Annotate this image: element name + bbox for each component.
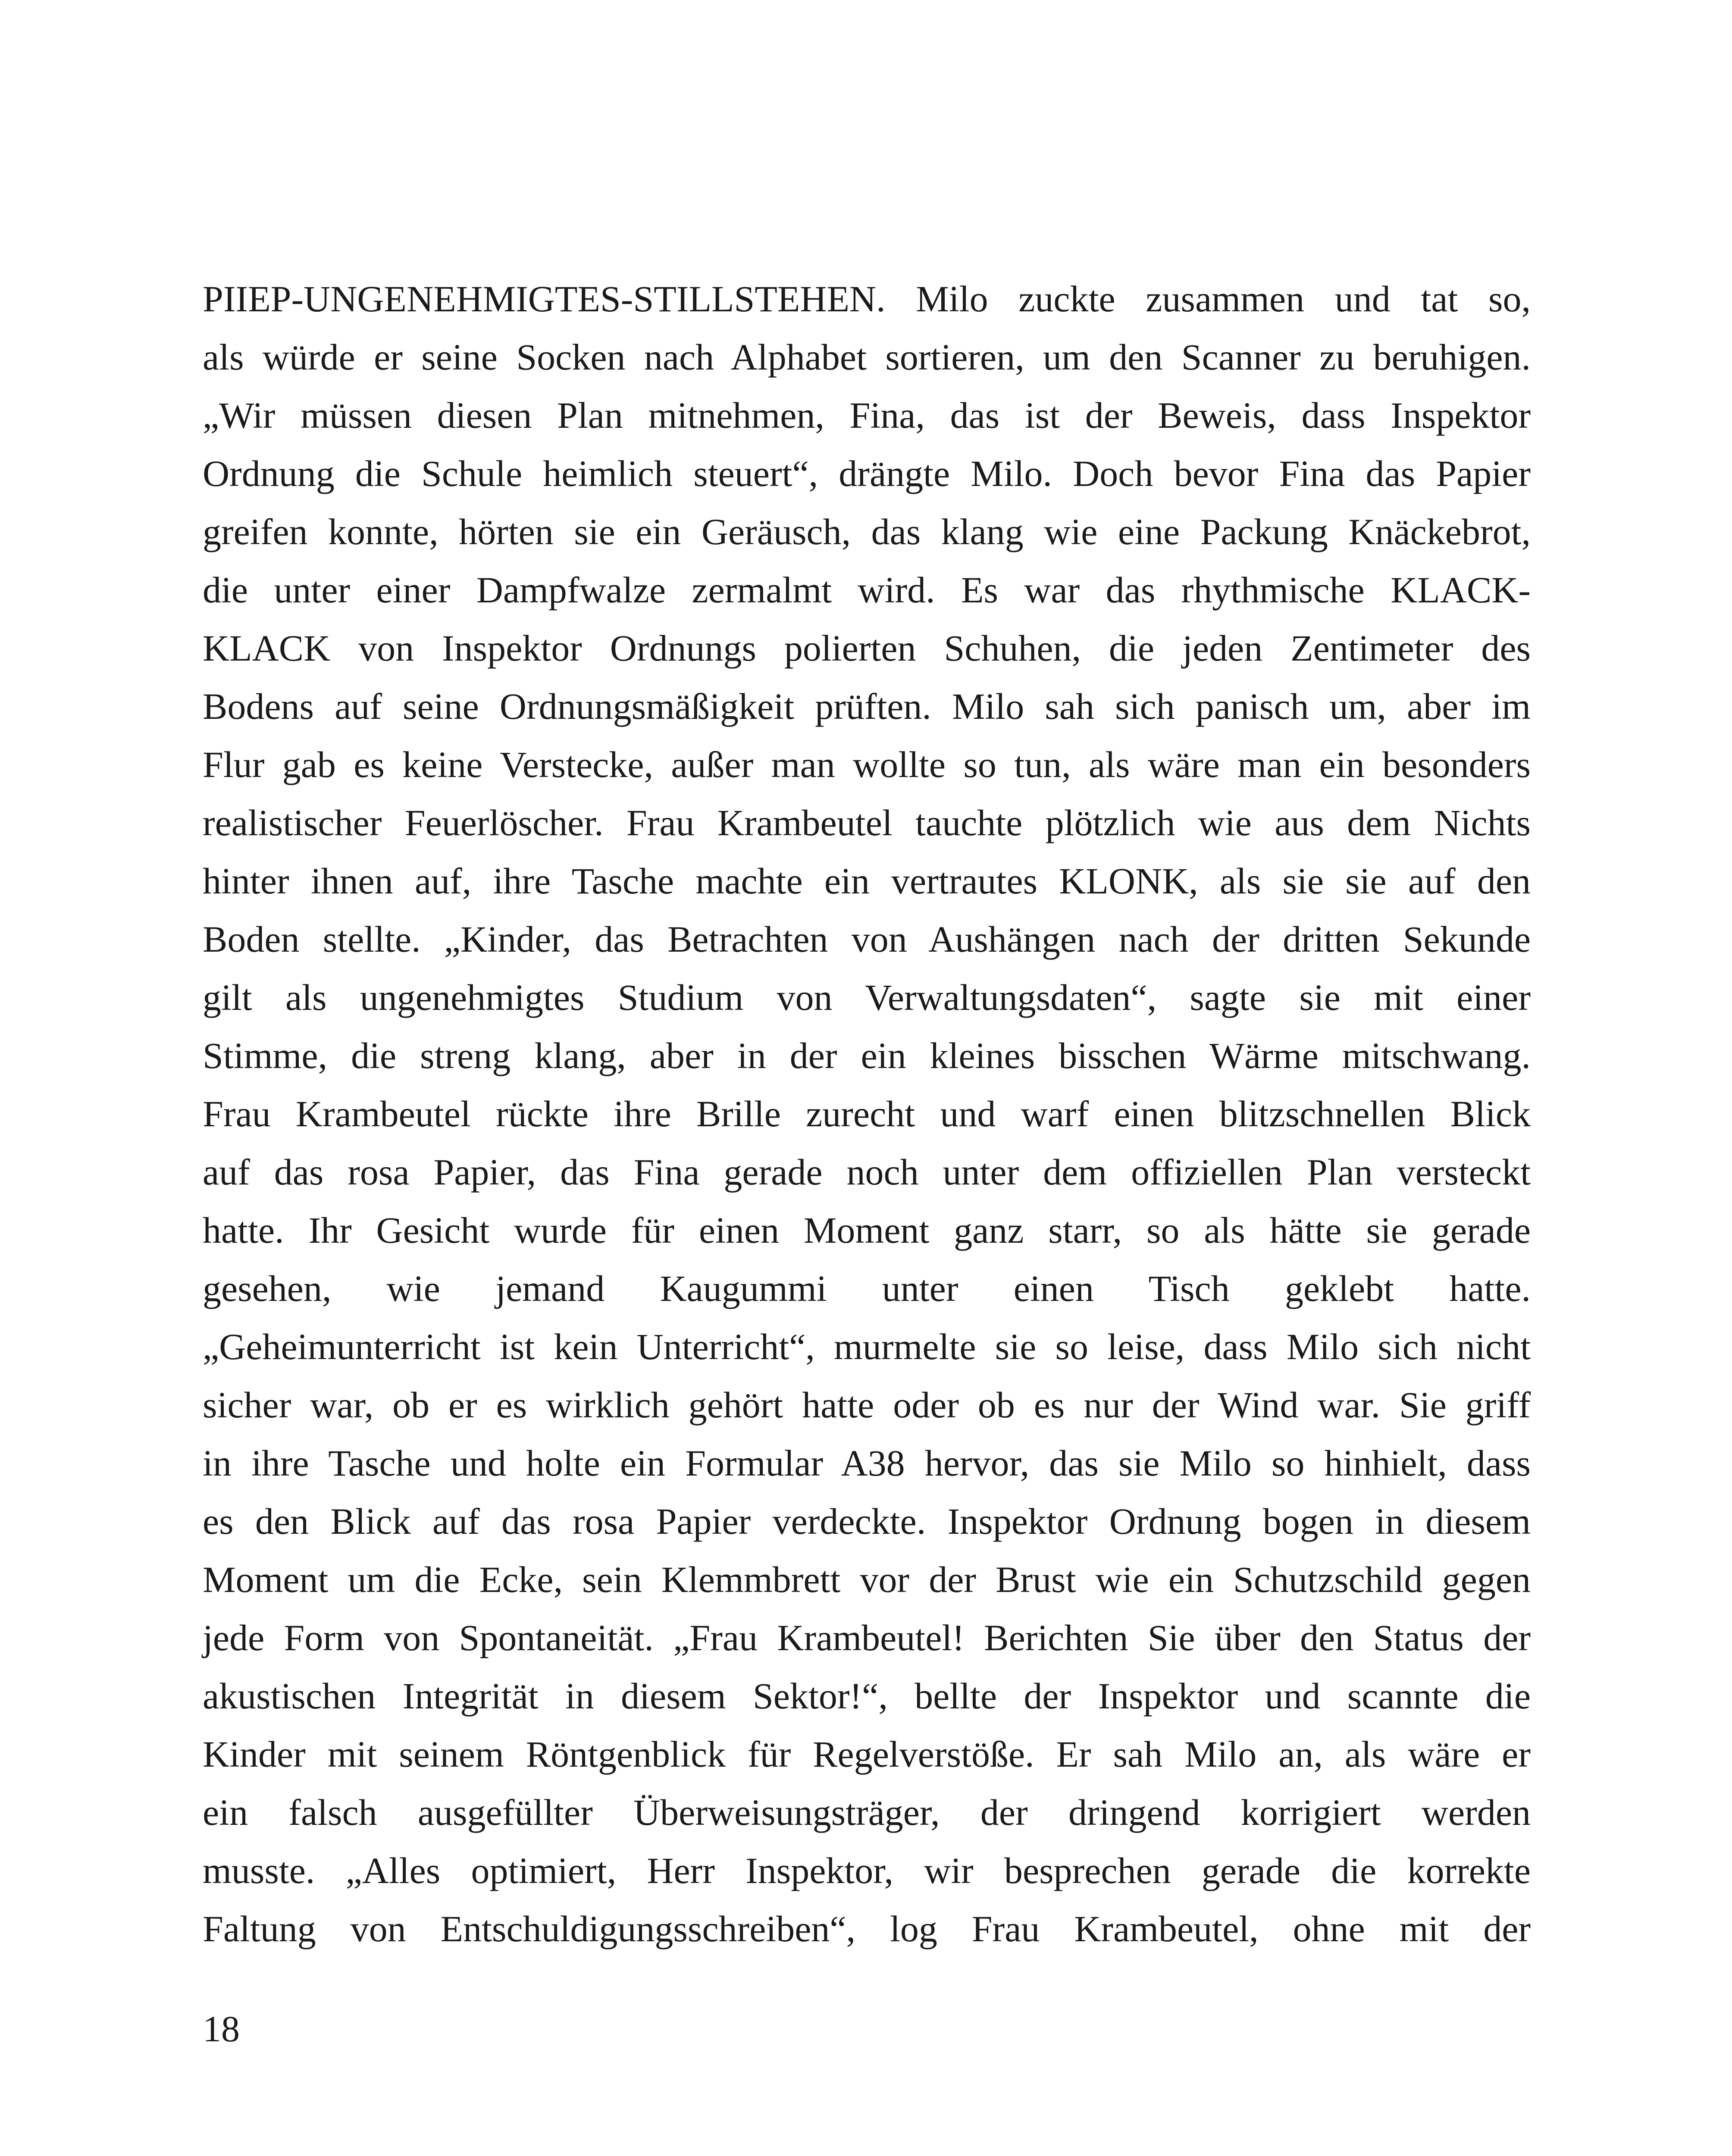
text-line: Ordnung die Schule heimlich steuert“, drängte Milo. Doch bevor Fina das Papier xyxy=(203,453,1531,494)
text-line: als würde er seine Socken nach Alphabet sortieren, um den Scanner zu beruhigen. xyxy=(203,336,1531,378)
text-line: hatte. Ihr Gesicht wurde für einen Moment ganz starr, so als hätte sie gerade xyxy=(203,1210,1531,1251)
text-line: „Wir müssen diesen Plan mitnehmen, Fina, das ist der Beweis, dass Inspektor xyxy=(203,395,1531,436)
text-line: ein falsch ausgefüllter Überweisungsträger, der dringend korrigiert werden xyxy=(203,1792,1531,1833)
text-line: PIIEP-UNGENEHMIGTES-STILLSTEHEN. Milo zuckte zusammen und tat so, xyxy=(203,278,1531,320)
text-line: akustischen Integrität in diesem Sektor!“, bellte der Inspektor und scannte die xyxy=(203,1675,1531,1717)
text-line: auf das rosa Papier, das Fina gerade noch unter dem offiziellen Plan versteckt xyxy=(203,1151,1531,1193)
text-line: Faltung von Entschuldigungsschreiben“, log Frau Krambeutel, ohne mit der xyxy=(203,1908,1531,1949)
text-line: Kinder mit seinem Röntgenblick für Regelverstöße. Er sah Milo an, als wäre er xyxy=(203,1733,1531,1775)
text-line: Bodens auf seine Ordnungsmäßigkeit prüften. Milo sah sich panisch um, aber im xyxy=(203,686,1531,727)
text-line: jede Form von Spontaneität. „Frau Krambeutel! Berichten Sie über den Status der xyxy=(203,1617,1531,1658)
text-line: Stimme, die streng klang, aber in der ein kleines bisschen Wärme mitschwang. xyxy=(203,1035,1531,1076)
page-number: 18 xyxy=(203,2008,240,2049)
text-line: in ihre Tasche und holte ein Formular A38 hervor, das sie Milo so hinhielt, dass xyxy=(203,1442,1531,1484)
text-line: Flur gab es keine Verstecke, außer man wollte so tun, als wäre man ein besonders xyxy=(203,744,1531,785)
text-line: hinter ihnen auf, ihre Tasche machte ein vertrautes KLONK, als sie sie auf den xyxy=(203,860,1531,902)
text-line: „Geheimunterricht ist kein Unterricht“, murmelte sie so leise, dass Milo sich nicht xyxy=(203,1326,1531,1367)
text-line: KLACK von Inspektor Ordnungs polierten Schuhen, die jeden Zentimeter des xyxy=(203,627,1531,669)
text-line: Moment um die Ecke, sein Klemmbrett vor der Brust wie ein Schutzschild gegen xyxy=(203,1559,1531,1600)
text-line: die unter einer Dampfwalze zermalmt wird. Es war das rhythmische KLACK- xyxy=(203,569,1531,611)
text-line: gesehen, wie jemand Kaugummi unter einen Tisch geklebt hatte. xyxy=(203,1268,1531,1309)
text-line: musste. „Alles optimiert, Herr Inspektor, wir besprechen gerade die korrekte xyxy=(203,1850,1531,1891)
text-line: Frau Krambeutel rückte ihre Brille zurecht und warf einen blitzschnellen Blick xyxy=(203,1093,1531,1134)
text-line: es den Blick auf das rosa Papier verdeckte. Inspektor Ordnung bogen in diesem xyxy=(203,1501,1531,1542)
text-line: greifen konnte, hörten sie ein Geräusch, das klang wie eine Packung Knäckebrot, xyxy=(203,511,1531,552)
text-line: sicher war, ob er es wirklich gehört hatte oder ob es nur der Wind war. Sie griff xyxy=(203,1384,1531,1426)
text-line: realistischer Feuerlöscher. Frau Krambeutel tauchte plötzlich wie aus dem Nichts xyxy=(203,802,1531,843)
text-line: Boden stellte. „Kinder, das Betrachten von Aushängen nach der dritten Sekunde xyxy=(203,918,1531,960)
body-text xyxy=(203,270,1531,1958)
text-line: gilt als ungenehmigtes Studium von Verwaltungsdaten“, sagte sie mit einer xyxy=(203,977,1531,1018)
